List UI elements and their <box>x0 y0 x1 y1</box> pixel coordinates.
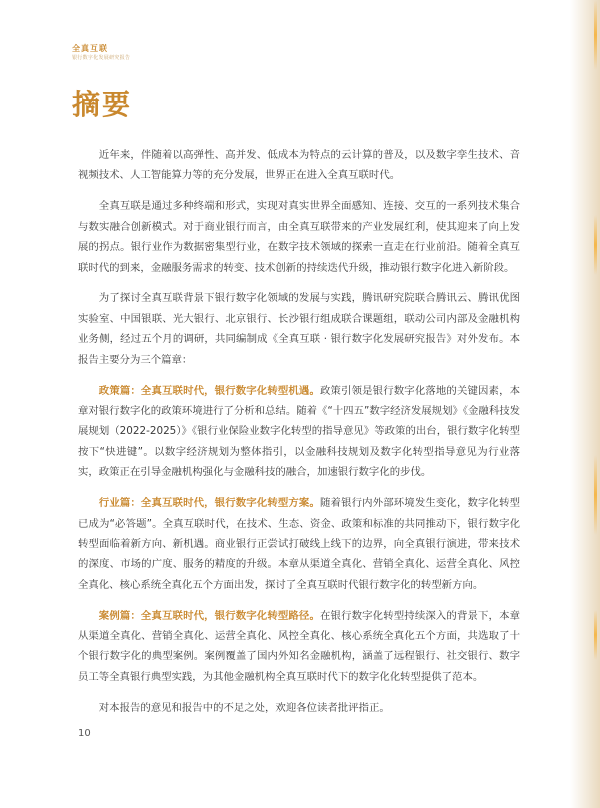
paragraph-background: 为了探讨全真互联背景下银行数字化领域的发展与实践，腾讯研究院联合腾讯云、腾讯优图实验室、中国银联、光大银行、北京银行、长沙银行组成联合课题组，联动公司内部及金融机构业务侧，经过五个月的调研，共同编制成《全真互联 · 银行数字化发展研究报告》对外发布。本报告主要分为三个篇章： <box>78 292 520 366</box>
paragraph-cases <box>78 606 520 688</box>
policy-chapter-title: 政策篇：全真互联时代，银行数字化转型机遇。 <box>98 384 321 397</box>
header-title: 全真互联 <box>72 44 108 53</box>
running-header <box>72 44 130 62</box>
paragraph-policy <box>78 381 520 483</box>
page-number: 10 <box>78 728 91 739</box>
paragraph-definition: 全真互联是通过多种终端和形式，实现对真实世界全面感知、连接、交互的一系列技术集合与数实融合创新模式。对于商业银行而言，由全真互联带来的产业发展红利，使其迎来了向上发展的拐点。银行业作为数据密集型行业，在数字技术领域的探索一直走在行业前沿。随着全真互联时代的到来，金融服务需求的转变、技术创新的持续迭代升级，推动银行数字化进入新阶段。 <box>78 200 520 274</box>
cases-chapter-title: 案例篇：全真互联时代，银行数字化转型路径。 <box>98 609 321 622</box>
decorative-side-band <box>570 0 600 808</box>
cases-chapter-text: 在银行数字化转型持续深入的背景下，本章从渠道全真化、营销全真化、运营全真化、风控全真化、核心系统全真化五个方面，共选取了十个银行数字化的典型案例。案例覆盖了国内外知名金融机构，涵盖了远程银行、社交银行、数字员工等全真银行典型实践，为其他金融机构全真互联时代下的数字化化转型提供了范本。 <box>78 609 521 683</box>
abstract-body <box>78 145 520 729</box>
paragraph-closing: 对本报告的意见和报告中的不足之处，欢迎各位读者批评指正。 <box>98 701 390 714</box>
paragraph-industry <box>78 493 520 595</box>
page-title: 摘要 <box>72 88 133 121</box>
header-subtitle: 银行数字化发展研究报告 <box>72 55 131 61</box>
industry-chapter-title: 行业篇：全真互联时代，银行数字化转型方案。 <box>98 497 321 510</box>
paragraph-intro: 近年来，伴随着以高弹性、高并发、低成本为特点的云计算的普及，以及数字孪生技术、音视频技术、人工智能算力等的充分发展，世界正在进入全真互联时代。 <box>78 149 520 182</box>
industry-chapter-text: 随着银行内外部环境发生变化，数字化转型已成为“必答题”。全真互联时代，在技术、生态、资金、政策和标准的共同推动下，银行数字化转型面临着新方向、新机遇。商业银行正尝试打破线上线下的边界，向全真银行演进，带来技术的深度、市场的广度、服务的精度的升级。本章从渠道全真化、营销全真化、运营全真化、风控全真化、核心系统全真化五个方面出发，探讨了全真互联时代银行数字化的转型新方向。 <box>78 497 521 591</box>
policy-chapter-text: 政策引领是银行数字化落地的关键因素，本章对银行数字化的政策环境进行了分析和总结。随着《“十四五”数字经济发展规划》《金融科技发展规划（2022-2025）》《银行业保险业数字化转型的指导意见》等政策的出台，银行数字化转型按下“快进键”。以数字经济规划为整体指引，以金融科技规划及数字化转型指导意见为行业落实，政策正在引导金融机构强化与金融科技的融合，加速银行数字化的步伐。 <box>78 384 521 479</box>
